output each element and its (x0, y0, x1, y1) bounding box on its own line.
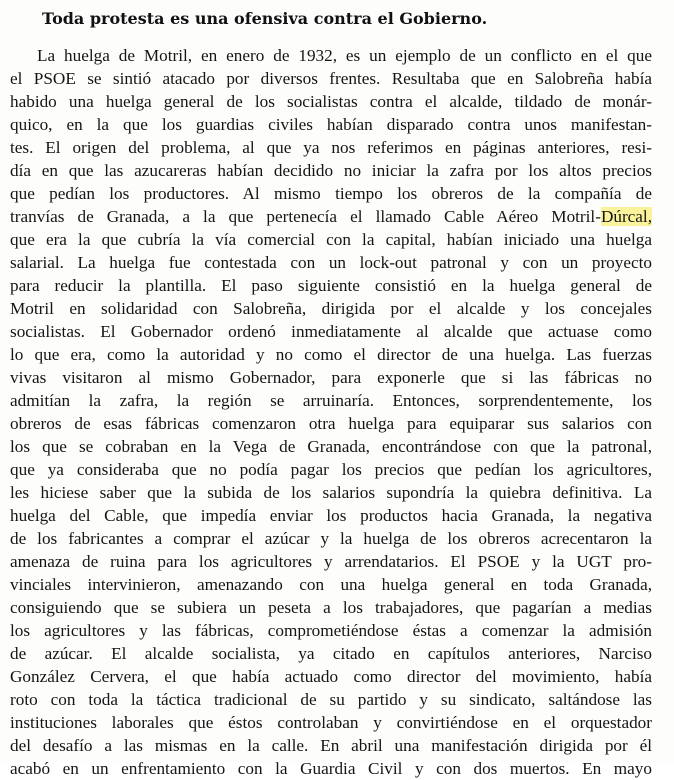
text-line-with-highlight (10, 205, 652, 228)
text-line: huelga del Cable, que impedía enviar los productos hacia Granada, la negativa (10, 506, 652, 525)
highlighted-word: Dúrcal, (600, 207, 652, 226)
section-heading: Toda protesta es una ofensiva contra el Gobierno. (42, 9, 488, 28)
text-line: acabó en un enfrentamiento con la Guardia Civil y con dos muertos. En mayo (10, 759, 652, 778)
text-line: del desafío a las mismas en la calle. En abril una manifestación dirigida por él (10, 736, 652, 755)
text-line: vinciales intervinieron, amenazando con una huelga general en toda Granada, (10, 575, 652, 594)
text-line: para reducir la plantilla. El paso siguiente consistió en la huelga general de (10, 276, 652, 295)
text-line: vivas visitaron al mismo Gobernador, para exponerle que si las fábricas no (10, 368, 652, 387)
text-line: González Cervera, el que había actuado como director del movimiento, había (10, 667, 652, 686)
text-line: que era la que cubría la vía comercial con la capital, habían iniciado una huelga (10, 230, 652, 249)
text-line: consiguiendo que se subiera un peseta a los trabajadores, que pagarían a medias (10, 598, 652, 617)
text-line: quico, en la que los guardias civiles habían disparado contra unos manifestan- (10, 115, 652, 134)
text-line: admitían la zafra, la región se arruinaría. Entonces, sorprendentemente, los (10, 391, 652, 410)
text-line: lo que era, como la autoridad y no como el director de una huelga. Las fuerzas (10, 345, 652, 364)
text-line: les hiciese saber que la subida de los salarios supondría la quiebra definitiva. La (10, 483, 652, 502)
text-line: día en que las azucareras habían decidido no iniciar la zafra por los altos precios (10, 161, 652, 180)
text-line: instituciones laborales que éstos controlaban y convirtiéndose en el orquestador (10, 713, 652, 732)
text-line: salarial. La huelga fue contestada con un lock-out patronal y con un proyecto (10, 253, 652, 272)
text-line: socialistas. El Gobernador ordenó inmediatamente al alcalde que actuase como (10, 322, 652, 341)
text-line: que pedían los productores. Al mismo tiempo los obreros de la compañía de (10, 184, 652, 203)
text-line: amenaza de ruina para los agricultores y arrendatarios. El PSOE y la UGT pro- (10, 552, 652, 571)
body-paragraph (10, 44, 652, 780)
text-line: de los fabricantes a comprar el azúcar y la huelga de los obreros acrecentaron la (10, 529, 652, 548)
text-line: La huelga de Motril, en enero de 1932, es un ejemplo de un conflicto en el que (37, 46, 652, 65)
text-line-segment: tranvías de Granada, a la que pertenecía el llamado Cable Aéreo Motril- (10, 207, 601, 226)
text-line: roto con toda la táctica tradicional de su partido y su sindicato, saltándose las (10, 690, 652, 709)
text-line: Motril en solidaridad con Salobreña, dirigida por el alcalde y los concejales (10, 299, 652, 318)
text-line: los agricultores y las fábricas, comprometiéndose éstas a comenzar la admisión (10, 621, 652, 640)
text-line: que ya consideraba que no podía pagar los precios que pedían los agricultores, (10, 460, 652, 479)
text-line: obreros de esas fábricas comenzaron otra huelga para equiparar sus salarios con (10, 414, 652, 433)
text-line: tes. El origen del problema, al que ya nos referimos en páginas anteriores, resi- (10, 138, 652, 157)
text-line: de azúcar. El alcalde socialista, ya citado en capítulos anteriores, Narciso (10, 644, 652, 663)
text-line: el PSOE se sintió atacado por diversos frentes. Resultaba que en Salobreña había (10, 69, 652, 88)
text-line: los que se cobraban en la Vega de Granada, encontrándose con que la patronal, (10, 437, 652, 456)
text-line: habido una huelga general de los socialistas contra el alcalde, tildado de monár- (10, 92, 652, 111)
